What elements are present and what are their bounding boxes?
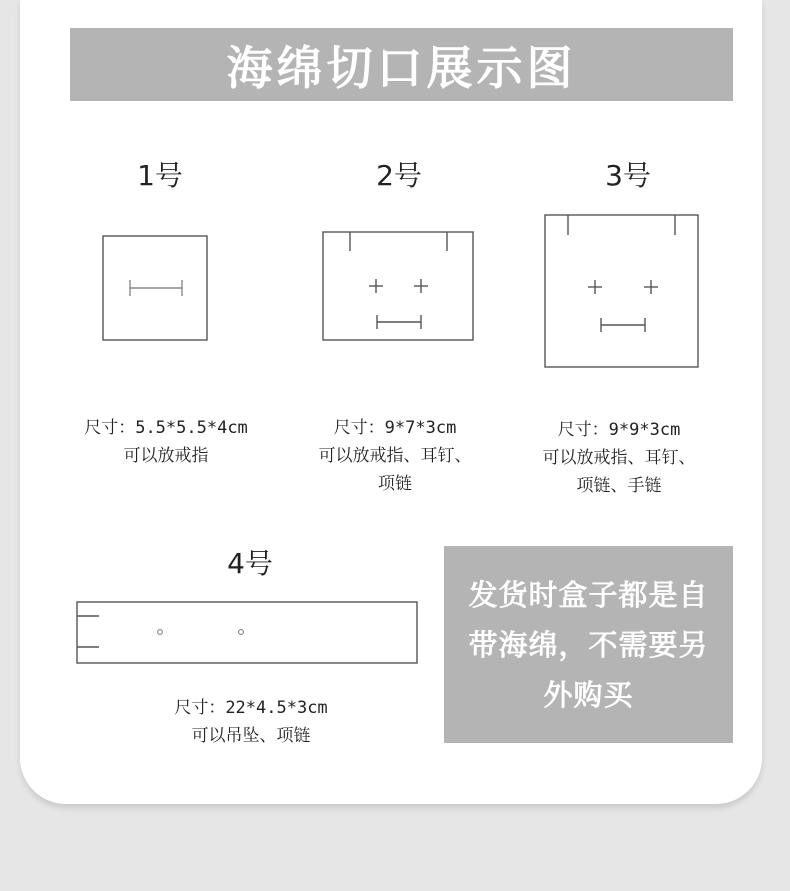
item-3-usage-line-1: 可以放戒指、耳钉、 — [542, 448, 696, 468]
shipping-note-text: 发货时盒子都是自带海绵，不需要另外购买 — [468, 577, 709, 712]
item-2-sponge-diagram — [322, 231, 475, 343]
item-3-ring-slot — [601, 318, 645, 332]
item-4-side-slits — [77, 616, 99, 647]
item-3-number: 3号 — [605, 159, 651, 192]
item-1-ring-slot — [130, 280, 182, 296]
item-3-description — [543, 416, 696, 500]
item-1-description — [84, 414, 248, 470]
item-1-sponge-diagram — [102, 235, 210, 341]
item-2-description — [319, 414, 472, 498]
item-1-size: 尺寸：5.5*5.5*4cm — [84, 418, 248, 438]
item-2-usage-line-2: 项链 — [378, 474, 412, 494]
item-3-necklace-slits — [568, 215, 675, 235]
item-3-size: 尺寸：9*9*3cm — [557, 420, 681, 440]
item-4-number: 4号 — [227, 547, 273, 580]
item-3-earring-crosses — [588, 280, 658, 294]
item-1-usage-line-1: 可以放戒指 — [123, 446, 209, 466]
item-1-number: 1号 — [137, 159, 183, 192]
item-4-description — [174, 694, 327, 750]
item-4-sponge-diagram — [76, 601, 419, 665]
item-3-sponge-diagram — [544, 214, 700, 369]
item-2-necklace-slits — [350, 232, 447, 251]
page-title: 海绵切口展示图 — [226, 40, 577, 95]
item-4-usage-line-1: 可以吊坠、项链 — [191, 726, 311, 746]
item-2-usage-line-1: 可以放戒指、耳钉、 — [318, 446, 472, 466]
item-2-sponge-outline — [323, 232, 473, 340]
item-2-ring-slot — [377, 315, 421, 329]
item-4-pendant-hole-right — [239, 630, 244, 635]
item-2-earring-crosses — [369, 279, 428, 293]
item-3-usage-line-2: 项链、手链 — [576, 476, 662, 496]
item-4-pendant-hole-left — [158, 630, 163, 635]
shipping-note-box — [444, 546, 733, 743]
page-title-banner — [70, 28, 733, 101]
item-4-sponge-outline — [77, 602, 417, 663]
item-2-size: 尺寸：9*7*3cm — [333, 418, 457, 438]
item-4-size: 尺寸：22*4.5*3cm — [174, 698, 328, 718]
item-2-number: 2号 — [376, 159, 422, 192]
item-3-sponge-outline — [545, 215, 698, 367]
